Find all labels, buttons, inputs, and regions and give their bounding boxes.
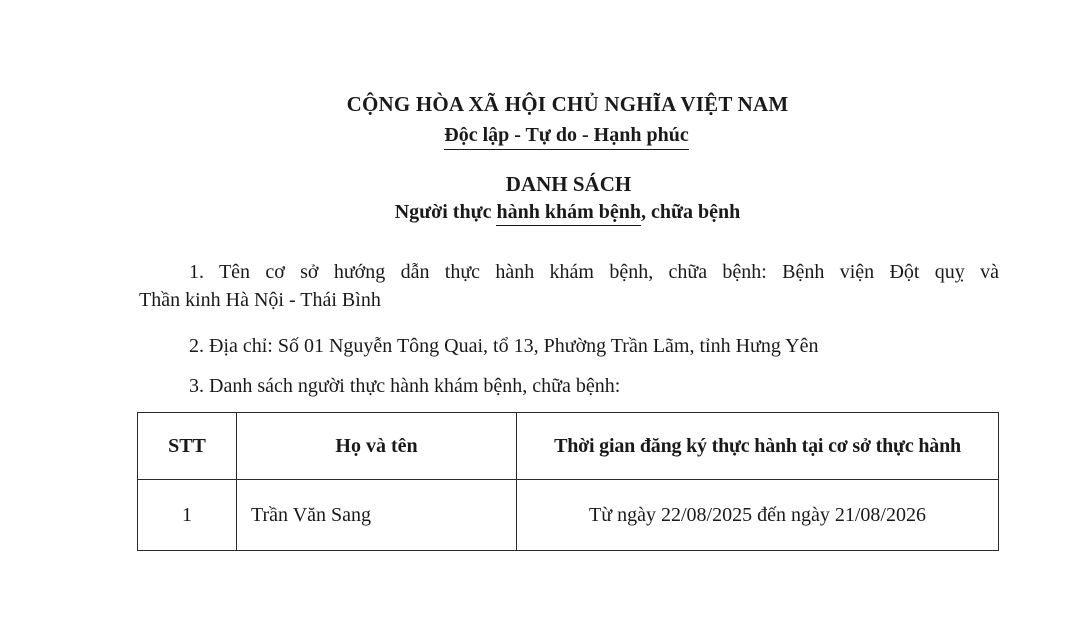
table-header-row: [138, 413, 999, 480]
cell-stt: 1: [138, 480, 237, 551]
subtitle-prefix: Người thực: [394, 201, 497, 223]
motto-text: Độc lập - Tự do - Hạnh phúc: [444, 124, 688, 150]
cell-time: Từ ngày 22/08/2025 đến ngày 21/08/2026: [517, 480, 999, 551]
subtitle-underlined: hành khám bệnh: [496, 201, 641, 226]
item-facility-name: [139, 258, 999, 314]
item-facility-line2: Thần kinh Hà Nội - Thái Bình: [139, 289, 381, 311]
item-address: 2. Địa chỉ: Số 01 Nguyễn Tông Quai, tổ 13, Phường Trần Lãm, tỉnh Hưng Yên: [189, 335, 819, 357]
document-subtitle: [0, 201, 1079, 224]
header-name: Họ và tên: [237, 413, 517, 480]
practitioner-table: [137, 412, 999, 551]
header-time: Thời gian đăng ký thực hành tại cơ sở thực hành: [517, 413, 999, 480]
national-title: CỘNG HÒA XÃ HỘI CHỦ NGHĨA VIỆT NAM: [346, 92, 789, 116]
national-motto: [0, 124, 1079, 150]
cell-name: Trần Văn Sang: [237, 480, 517, 551]
header-stt: STT: [138, 413, 237, 480]
table-row: [138, 480, 999, 551]
item-facility-line1: 1. Tên cơ sở hướng dẫn thực hành khám bệnh, chữa bệnh: Bệnh viện Đột quỵ và: [189, 261, 999, 283]
document-title: DANH SÁCH: [505, 172, 632, 196]
item-list-intro: 3. Danh sách người thực hành khám bệnh, chữa bệnh:: [189, 375, 621, 397]
subtitle-suffix: , chữa bệnh: [641, 201, 741, 223]
